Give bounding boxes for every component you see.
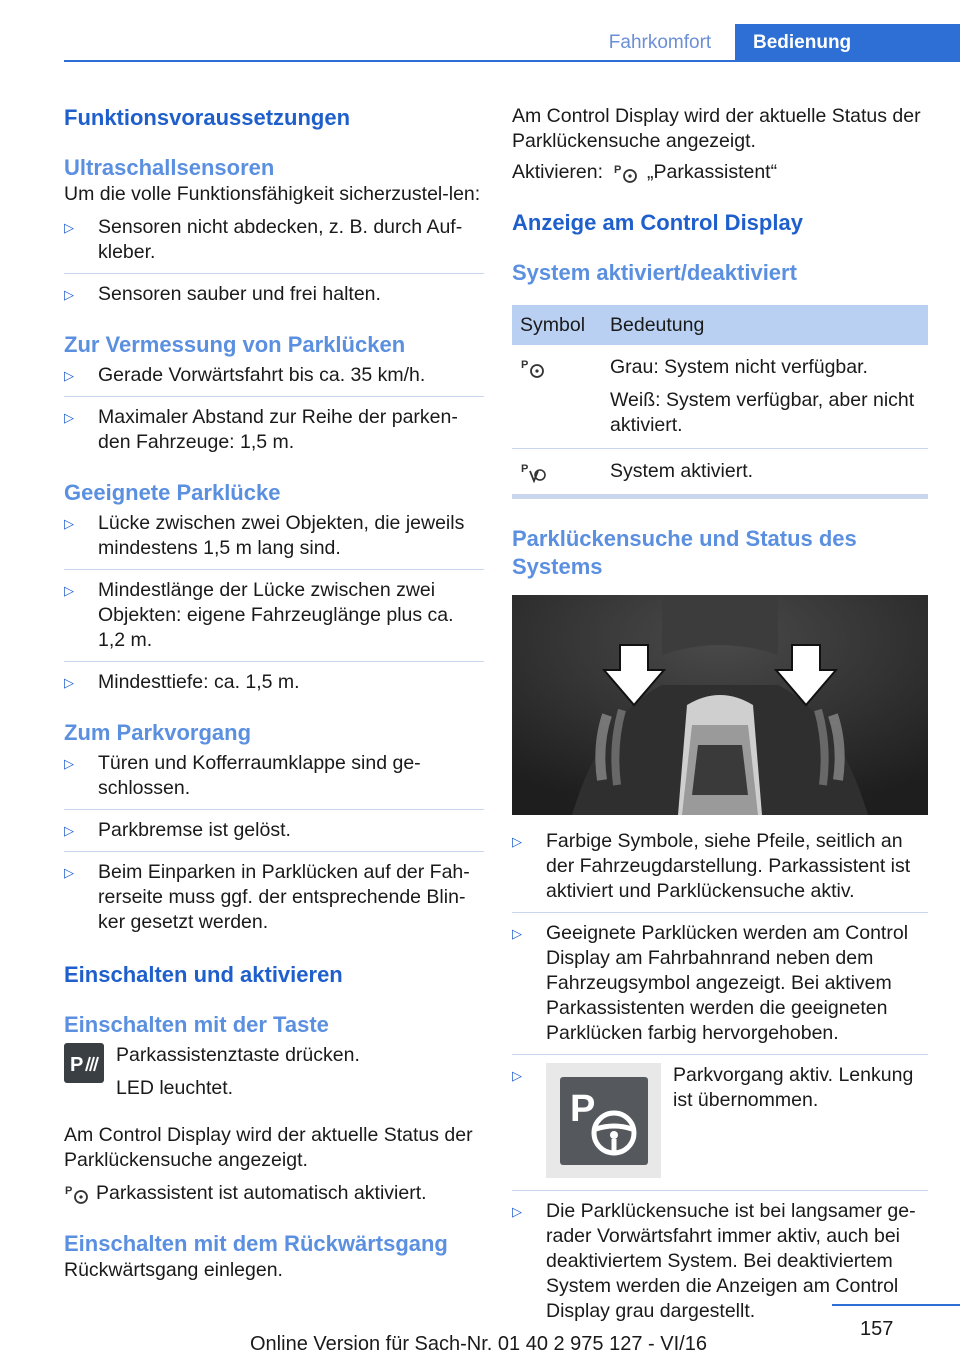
table-cell-bedeutung: System aktiviert. <box>610 460 754 482</box>
svg-text:P: P <box>521 462 529 475</box>
aktiv-text: Parkvorgang aktiv. Lenkung ist übernommen. <box>673 1064 914 1111</box>
svg-text:P: ▷ P <box>569 1087 595 1130</box>
heading-anzeige: Anzeige am Control Display <box>512 210 803 235</box>
row1-text-a: Grau: System nicht verfügbar. <box>610 356 868 378</box>
status-text-left: Am Control Display wird der aktuelle Status der Parklückensuche angezeigt. <box>64 1124 473 1171</box>
col-header-symbol: Symbol <box>512 305 602 345</box>
table-cell-symbol <box>512 449 602 495</box>
svg-text:P: P <box>65 1184 73 1197</box>
table-header-row <box>512 305 928 345</box>
heading-zum-parkvorgang: Zum Parkvorgang <box>64 720 252 745</box>
list-item: ▷ Mindestlänge der Lücke zwischen zwei Objekten: eigene Fahrzeuglänge plus ca. 1,2 m. <box>64 578 484 653</box>
taste-line2: LED leuchtet. <box>116 1077 234 1099</box>
control-display-image <box>512 595 928 815</box>
page-number: 157 <box>860 1318 894 1340</box>
divider <box>64 396 484 397</box>
park-steering-large-icon <box>560 1077 648 1165</box>
heading-einschalten-taste: Einschalten mit der Taste <box>64 1012 329 1037</box>
online-version-note: Online Version für Sach-Nr. 01 40 2 975 127 - VI/16 <box>250 1333 707 1355</box>
list-item: ▷ Sensoren sauber und frei halten. <box>64 282 484 307</box>
left-column <box>64 96 484 1283</box>
aktiv-row <box>546 1063 928 1178</box>
list-item: ▷ Sensoren nicht abdecken, z. B. durch Auf‐kleber. <box>64 215 484 265</box>
svg-text:P: P <box>521 358 529 371</box>
divider <box>512 912 928 913</box>
col-header-bedeutung: Bedeutung <box>602 305 928 345</box>
divider <box>64 809 484 810</box>
heading-funktionsvoraussetzungen: Funktionsvoraussetzungen <box>64 105 351 130</box>
table-bottom-rule <box>512 494 928 499</box>
status-text-right: Am Control Display wird der aktuelle Status der Parklückensuche angezeigt. <box>512 105 921 152</box>
heading-geeignete-parkluecke: Geeignete Parklücke <box>64 480 281 505</box>
svg-text:P: P <box>614 163 622 176</box>
park-steering-icon <box>520 357 548 379</box>
divider <box>64 273 484 274</box>
footer-rule <box>832 1304 960 1306</box>
table-row <box>512 345 928 449</box>
auto-text: Parkassistent ist automatisch aktiviert. <box>96 1182 427 1204</box>
heading-einschalten: Einschalten und aktivieren <box>64 962 343 987</box>
list-item: ▷ Lücke zwischen zwei Objekten, die jeweils mindestens 1,5 m lang sind. <box>64 511 484 561</box>
aktivieren-value: „Parkassistent“ <box>647 161 778 183</box>
suche-list <box>512 829 928 1324</box>
heading-system-aktiviert: System aktiviert/deaktiviert <box>512 260 797 285</box>
table-row <box>512 449 928 495</box>
park-steering-icon <box>64 1183 92 1205</box>
list-item: ▷ Gerade Vorwärtsfahrt bis ca. 35 km/h. <box>64 363 484 388</box>
row1-text-b: Weiß: System verfügbar, aber nicht aktiviert. <box>610 389 915 436</box>
list-item: ▷ Parkbremse ist gelöst. <box>64 818 484 843</box>
taste-row <box>64 1043 484 1101</box>
auto-row <box>64 1181 484 1206</box>
list-item: ▷ Beim Einparken in Parklücken auf der Fah‐rerseite muss ggf. der entsprechende Blin‐ker gesetzt werden. <box>64 860 484 935</box>
heading-rueckwaertsgang: Einschalten mit dem Rückwärtsgang <box>64 1231 448 1256</box>
geeignet-list <box>64 511 484 695</box>
taste-line1: Parkassistenztaste drücken. <box>116 1044 360 1066</box>
divider <box>512 1054 928 1055</box>
symbol-table <box>512 305 928 494</box>
list-item: ▷ Türen und Kofferraumklappe sind ge‐schlossen. <box>64 751 484 801</box>
heading-parklueckensuche: Parklückensuche und Status des Systems <box>512 526 857 579</box>
divider <box>64 569 484 570</box>
table-cell-symbol <box>512 345 602 449</box>
aktivieren-row <box>512 160 928 185</box>
list-item: ▷ Die Parklückensuche ist bei langsamer ge‐rader Vorwärtsfahrt immer aktiv, auch bei deaktiviertem System. Bei deaktiviertem System werden die Anzeigen am Control Display grau dargestellt. <box>512 1199 928 1324</box>
park-assist-button-icon <box>64 1043 104 1083</box>
svg-text:P: P <box>70 1054 84 1076</box>
rueck-text: Rückwärtsgang einlegen. <box>64 1259 283 1281</box>
list-item: ▷ Maximaler Abstand zur Reihe der parken‐den Fahrzeuge: 1,5 m. <box>64 405 484 455</box>
list-item: ▷ Geeignete Parklücken werden am Control Display am Fahrbahnrand neben dem Fahrzeugsymbol angezeigt. Bei aktivem Parkassistenten werden die geeigneten Parklücken farbig hervorgehoben. <box>512 921 928 1046</box>
header-rule <box>64 60 960 62</box>
park-steering-active-icon <box>520 461 548 483</box>
header-section-tab: Fahrkomfort <box>608 32 712 53</box>
header-active-tab: Bedienung <box>735 24 960 62</box>
ultra-list <box>64 215 484 307</box>
vermessung-list <box>64 363 484 455</box>
table-cell-bedeutung <box>602 345 928 449</box>
aktivieren-label: Aktivieren: <box>512 161 604 183</box>
park-assist-active-image <box>546 1063 661 1178</box>
park-steering-icon <box>613 162 641 184</box>
list-item: ▷ Mindesttiefe: ca. 1,5 m. <box>64 670 484 695</box>
list-item-aktiv <box>512 1063 928 1178</box>
right-column <box>512 96 928 1324</box>
divider <box>512 1190 928 1191</box>
heading-vermessung: Zur Vermessung von Parklücken <box>64 332 406 357</box>
divider <box>64 661 484 662</box>
heading-ultraschallsensoren: Ultraschallsensoren <box>64 155 275 180</box>
ultra-text: Um die volle Funktionsfähigkeit sicherzustel‐len: <box>64 183 481 205</box>
parkvorgang-list <box>64 751 484 935</box>
divider <box>64 851 484 852</box>
list-item: ▷ Farbige Symbole, siehe Pfeile, seitlich an der Fahrzeugdarstellung. Parkassistent ist aktiviert und Parklückensuche aktiv. <box>512 829 928 904</box>
